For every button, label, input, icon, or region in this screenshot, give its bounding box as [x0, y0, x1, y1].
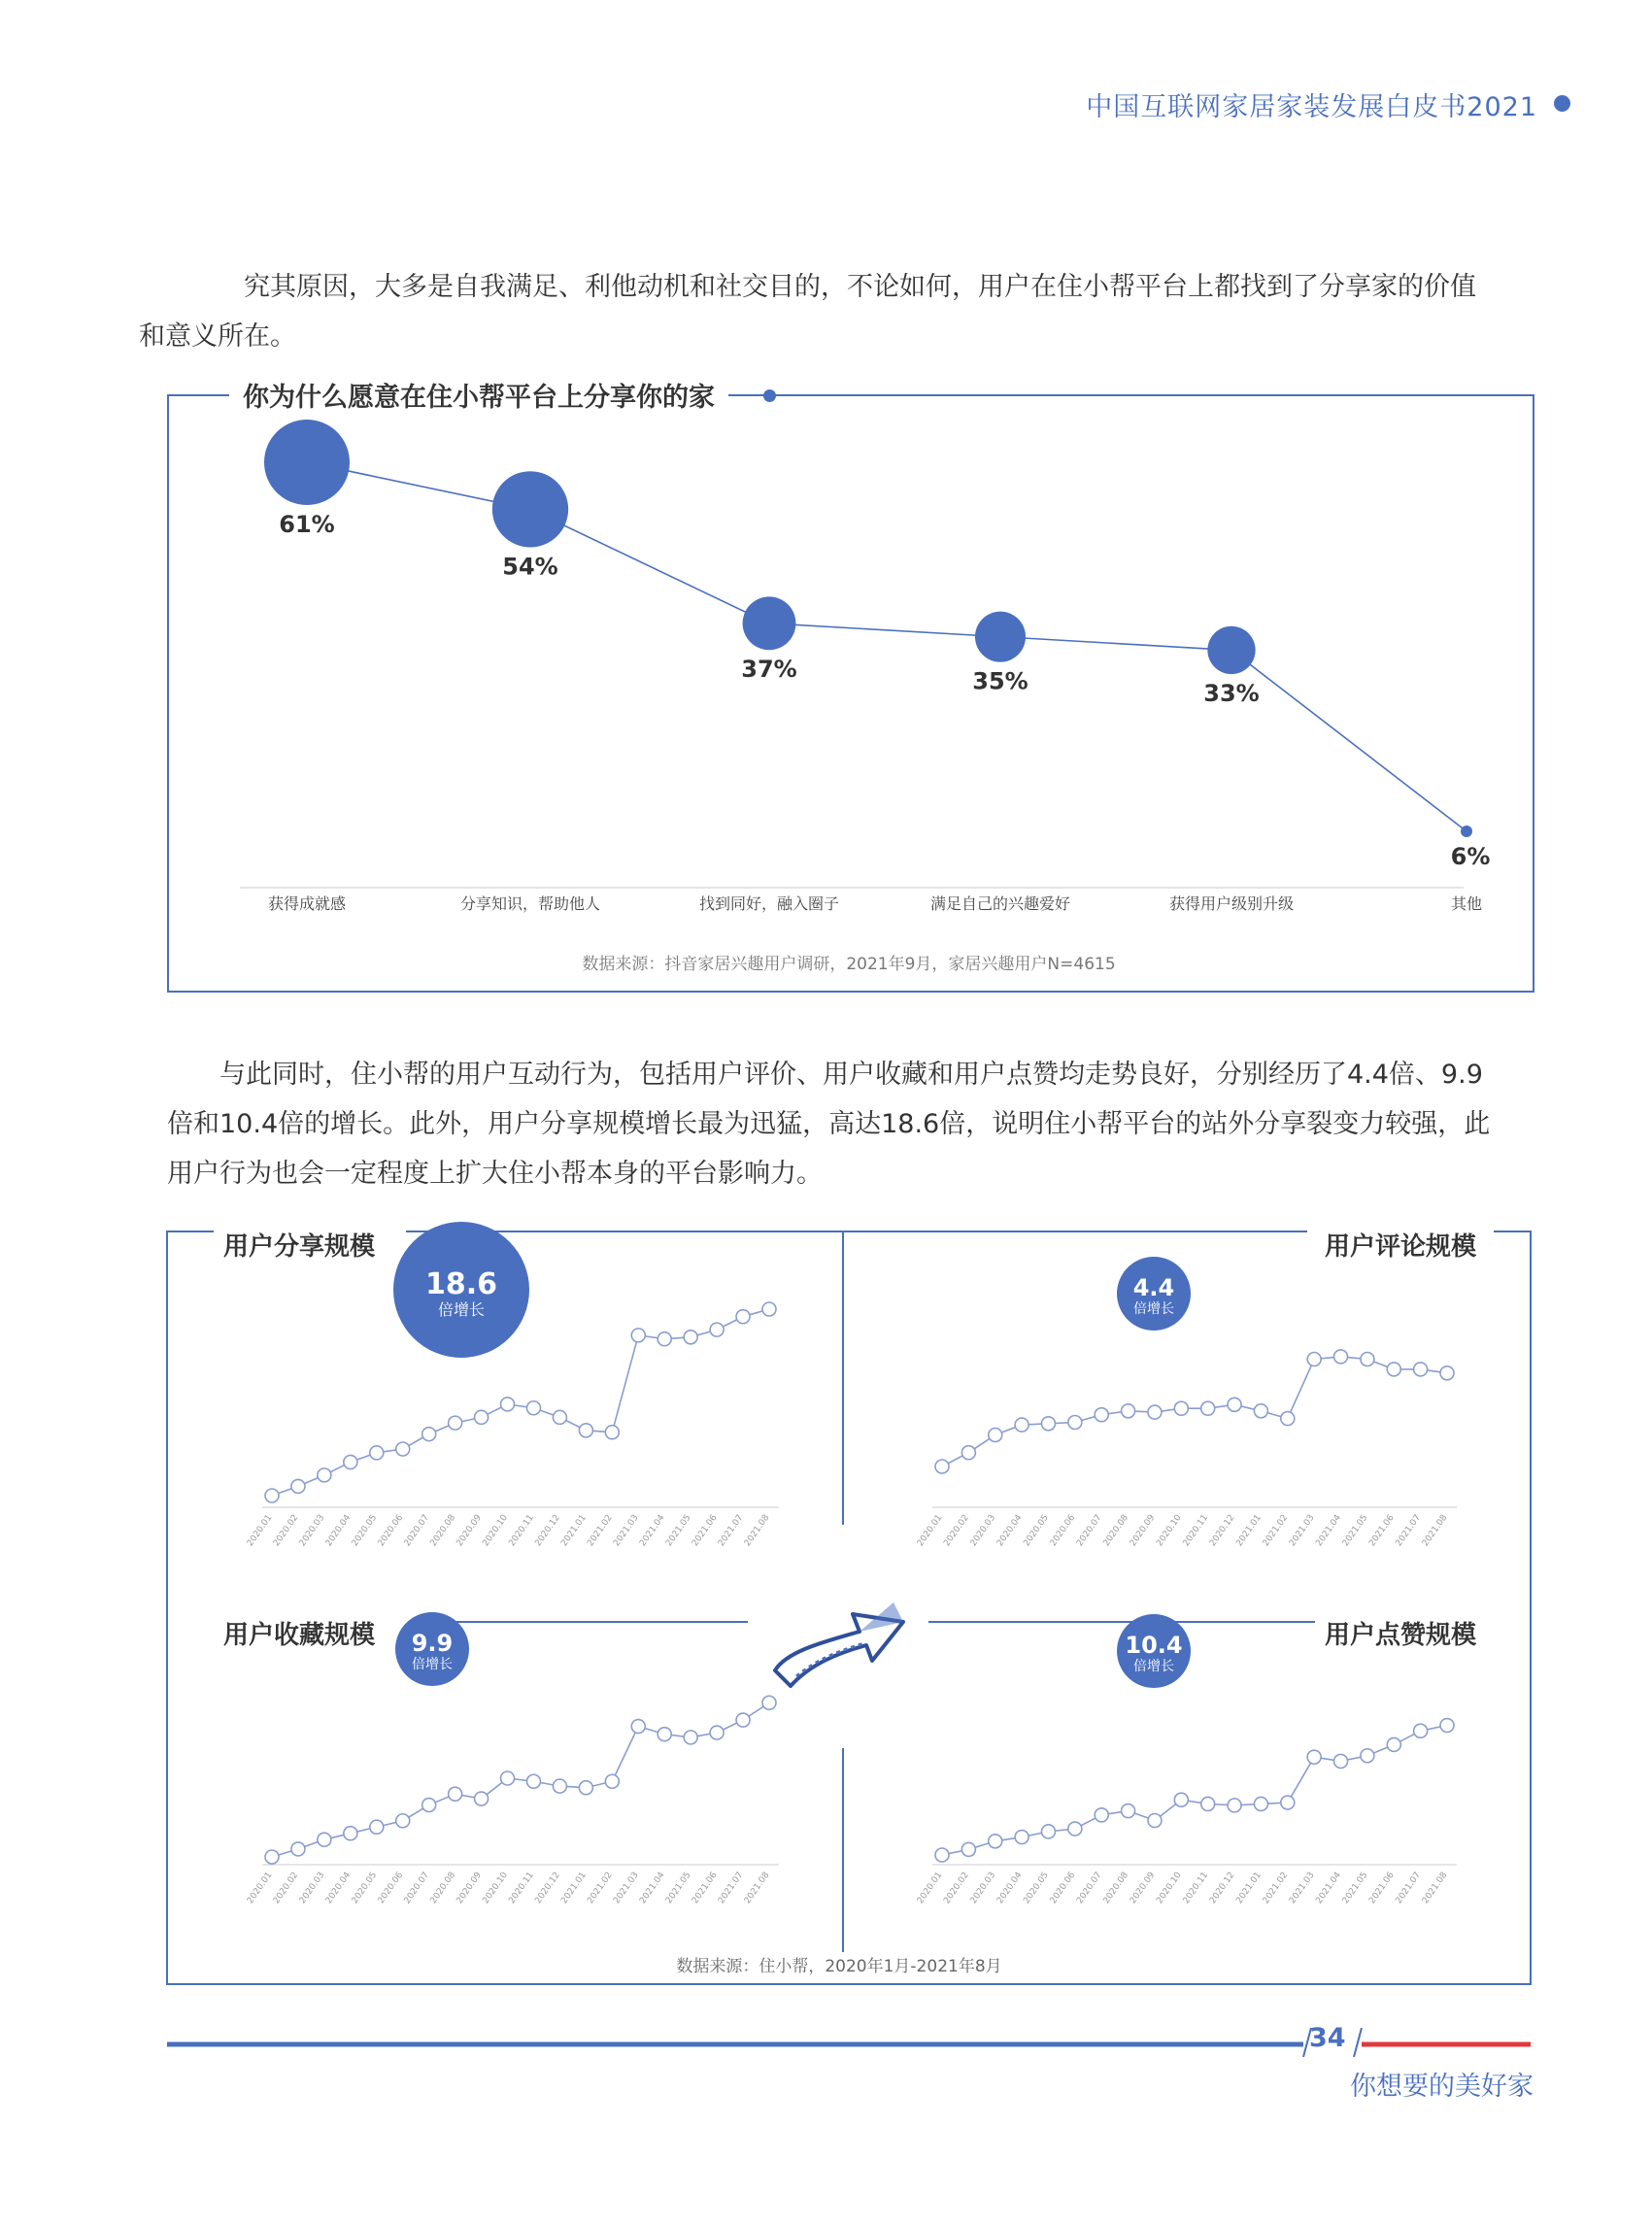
panel-1-point-9: [1174, 1401, 1188, 1415]
panel-0-tick-9: 2020.10: [481, 1512, 510, 1549]
panel-series-line-1: [942, 1357, 1447, 1466]
panel-1-point-17: [1387, 1363, 1400, 1376]
panel-3-tick-11: 2020.12: [1207, 1870, 1237, 1906]
growth-badge-value-3: 10.4: [1125, 1632, 1183, 1659]
panel-1-point-18: [1414, 1363, 1428, 1376]
panel-3-tick-18: 2021.07: [1394, 1870, 1424, 1906]
panel-3-point-2: [989, 1835, 1002, 1848]
panel-1-point-8: [1148, 1405, 1162, 1419]
panel-1-tick-7: 2020.08: [1101, 1512, 1131, 1549]
chart1-category-label-2: 找到同好，融入圈子: [698, 894, 840, 913]
panel-2-tick-17: 2021.06: [691, 1870, 720, 1906]
panel-1-point-5: [1068, 1416, 1082, 1430]
chart1-category-label-3: 满足自己的兴趣爱好: [929, 894, 1071, 913]
chart1-bubble-4: [1207, 626, 1255, 674]
page-number: 34: [1309, 2023, 1346, 2053]
panel-0-point-2: [318, 1468, 331, 1482]
panel-3-tick-6: 2020.07: [1075, 1870, 1104, 1906]
chart1-category-label-0: 获得成就感: [267, 894, 347, 913]
panel-0-point-1: [291, 1479, 305, 1493]
panel-0-tick-1: 2020.02: [271, 1512, 301, 1549]
chart2-panel-3: [916, 1614, 1487, 1905]
panel-0-point-6: [422, 1428, 436, 1441]
panel-2-tick-0: 2020.01: [245, 1870, 275, 1906]
panel-0-tick-13: 2021.02: [586, 1512, 615, 1549]
panel-2-point-6: [422, 1799, 436, 1812]
panel-3-tick-15: 2021.04: [1314, 1870, 1343, 1906]
chart1-data-label-3: 35%: [972, 667, 1028, 695]
panel-3-tick-3: 2020.04: [995, 1870, 1025, 1906]
chart1-data-label-0: 61%: [279, 511, 335, 538]
chart1-data-label-4: 33%: [1203, 680, 1260, 708]
panel-3-tick-10: 2020.11: [1181, 1870, 1211, 1906]
panel-1-point-12: [1254, 1404, 1267, 1418]
panel-0-point-19: [762, 1302, 776, 1316]
chart2-panel-0: [214, 1222, 779, 1548]
panel-0-tick-3: 2020.04: [323, 1512, 354, 1549]
panel-3-point-13: [1281, 1796, 1295, 1809]
panel-0-point-13: [605, 1426, 619, 1439]
panel-2-tick-10: 2020.11: [507, 1870, 536, 1906]
chart2-small-multiples: [146, 1204, 1544, 2001]
chart1-category-label-1: 分享知识，帮助他人: [459, 894, 601, 913]
chart1-bubble-2: [743, 596, 796, 650]
chart1-category-label-4: 获得用户级别升级: [1168, 894, 1295, 913]
panel-0-tick-0: 2020.01: [245, 1512, 275, 1549]
panel-0-tick-11: 2020.12: [533, 1512, 562, 1549]
panel-1-tick-18: 2021.07: [1394, 1512, 1424, 1549]
panel-2-point-8: [475, 1792, 489, 1805]
panel-0-tick-6: 2020.07: [402, 1512, 432, 1549]
panel-1-point-10: [1201, 1401, 1215, 1415]
panel-0-point-16: [684, 1331, 697, 1344]
panel-3-tick-13: 2021.02: [1261, 1870, 1291, 1906]
panel-2-point-17: [710, 1726, 724, 1739]
panel-3-point-3: [1015, 1831, 1028, 1844]
panel-0-tick-4: 2020.05: [350, 1512, 380, 1549]
panel-1-tick-9: 2020.10: [1155, 1512, 1184, 1549]
panel-3-tick-5: 2020.06: [1048, 1870, 1078, 1906]
growth-paragraph-line1: 与此同时，住小帮的用户互动行为，包括用户评价、用户收藏和用户点赞均走势良好，分别经历了4.4倍、9.9: [219, 1060, 1483, 1090]
panel-3-tick-14: 2021.03: [1288, 1870, 1317, 1906]
panel-1-point-19: [1440, 1366, 1454, 1380]
panel-1-tick-0: 2020.01: [915, 1512, 945, 1549]
panel-title-0: 用户分享规模: [223, 1232, 376, 1262]
chart1-title: 你为什么愿意在住小帮平台上分享你的家: [229, 376, 728, 414]
chart1-bubble-5: [1461, 826, 1472, 837]
panel-3-tick-17: 2021.06: [1367, 1870, 1397, 1906]
intro-paragraph: [139, 262, 1530, 361]
panel-3-point-12: [1254, 1797, 1267, 1810]
chart1-bubble-3: [975, 612, 1026, 662]
panel-2-tick-13: 2021.02: [586, 1870, 615, 1906]
panel-2-tick-1: 2020.02: [271, 1870, 301, 1906]
panel-2-point-9: [501, 1771, 515, 1785]
panel-0-tick-16: 2021.05: [664, 1512, 693, 1549]
panel-1-point-16: [1361, 1353, 1374, 1366]
panel-3-tick-7: 2020.08: [1101, 1870, 1131, 1906]
panel-1-tick-19: 2021.08: [1420, 1512, 1450, 1549]
panel-3-point-6: [1095, 1808, 1108, 1822]
panel-1-point-14: [1307, 1353, 1321, 1366]
panel-0-tick-2: 2020.03: [297, 1512, 327, 1549]
intro-paragraph-line2: 和意义所在。: [139, 321, 296, 352]
panel-1-tick-14: 2021.03: [1288, 1512, 1317, 1549]
panel-2-tick-9: 2020.10: [481, 1870, 510, 1906]
footer-tagline: 你想要的美好家: [1350, 2072, 1534, 2102]
panel-1-tick-10: 2020.11: [1181, 1512, 1211, 1549]
panel-0-point-15: [657, 1332, 671, 1346]
panel-0-tick-5: 2020.06: [376, 1512, 406, 1549]
panel-2-tick-15: 2021.04: [638, 1870, 667, 1906]
panel-3-point-5: [1068, 1822, 1082, 1836]
panel-0-tick-18: 2021.07: [716, 1512, 746, 1549]
panel-0-tick-14: 2021.03: [612, 1512, 641, 1549]
document-header-title: 中国互联网家居家装发展白皮书2021: [1086, 92, 1537, 122]
panel-3-point-10: [1201, 1797, 1215, 1810]
chart2-panel-2: [214, 1612, 779, 1905]
panel-1-point-6: [1095, 1408, 1108, 1422]
panel-3-point-7: [1122, 1804, 1135, 1818]
panel-0-point-4: [370, 1446, 384, 1460]
growth-badge-label-2: 倍增长: [412, 1657, 453, 1672]
panel-0-point-9: [501, 1398, 515, 1411]
panel-2-point-13: [605, 1774, 619, 1788]
panel-3-point-0: [935, 1848, 949, 1862]
panel-1-point-7: [1122, 1404, 1135, 1418]
panel-0-tick-7: 2020.08: [428, 1512, 458, 1549]
chart1-source: 数据来源：抖音家居兴趣用户调研，2021年9月，家居兴趣用户N=4615: [582, 955, 1116, 974]
panel-0-point-8: [475, 1410, 489, 1424]
panel-2-point-16: [684, 1731, 697, 1744]
panel-2-tick-18: 2021.07: [716, 1870, 746, 1906]
panel-1-tick-15: 2021.04: [1314, 1512, 1343, 1549]
panel-2-point-7: [449, 1787, 462, 1801]
panel-1-tick-5: 2020.06: [1048, 1512, 1078, 1549]
panel-0-point-18: [736, 1310, 750, 1324]
panel-2-tick-5: 2020.06: [376, 1870, 406, 1906]
panel-2-point-14: [631, 1720, 645, 1734]
growth-badge-label-3: 倍增长: [1133, 1659, 1174, 1674]
panel-0-tick-12: 2021.01: [559, 1512, 589, 1549]
chart1-data-label-1: 54%: [502, 553, 558, 581]
panel-0-tick-17: 2021.06: [691, 1512, 720, 1549]
panel-1-tick-6: 2020.07: [1075, 1512, 1104, 1549]
panel-1-point-3: [1015, 1418, 1028, 1432]
panel-3-tick-19: 2021.08: [1420, 1870, 1450, 1906]
panel-1-point-0: [935, 1460, 949, 1473]
chart2-dividers: [447, 1231, 1323, 1952]
growth-badge-value-0: 18.6: [424, 1267, 498, 1301]
panel-2-tick-2: 2020.03: [297, 1870, 327, 1906]
panel-3-point-18: [1414, 1724, 1428, 1737]
panel-1-point-2: [989, 1429, 1002, 1442]
panel-1-tick-17: 2021.06: [1367, 1512, 1397, 1549]
panel-3-point-4: [1041, 1825, 1055, 1838]
panel-3-point-11: [1228, 1799, 1241, 1812]
panel-2-tick-8: 2020.09: [455, 1870, 485, 1906]
panel-0-point-14: [631, 1329, 645, 1342]
panel-0-tick-8: 2020.09: [455, 1512, 485, 1549]
growth-paragraph: [167, 1050, 1530, 1198]
growth-badge-value-1: 4.4: [1132, 1274, 1175, 1301]
panel-2-point-3: [344, 1827, 357, 1840]
panel-2-tick-6: 2020.07: [402, 1870, 432, 1906]
chart2-source: 数据来源：住小帮，2020年1月-2021年8月: [676, 1957, 1002, 1976]
panel-1-tick-8: 2020.09: [1128, 1512, 1158, 1549]
panel-2-point-5: [396, 1814, 410, 1828]
panel-title-1: 用户评论规模: [1324, 1232, 1476, 1262]
panel-2-tick-3: 2020.04: [323, 1870, 354, 1906]
panel-0-point-0: [265, 1489, 279, 1502]
panel-1-tick-2: 2020.03: [968, 1512, 998, 1549]
panel-3-tick-8: 2020.09: [1128, 1870, 1158, 1906]
panel-2-point-4: [370, 1820, 384, 1834]
panel-2-tick-14: 2021.03: [612, 1870, 641, 1906]
panel-2-point-10: [526, 1774, 540, 1788]
chart2-panel-1: [916, 1230, 1487, 1548]
panel-0-point-12: [579, 1424, 592, 1437]
growth-badge-label-1: 倍增长: [1133, 1301, 1174, 1317]
panel-0-point-7: [449, 1416, 462, 1430]
panel-3-point-19: [1440, 1719, 1454, 1733]
panel-0-point-10: [526, 1401, 540, 1415]
header-dot-icon: [1554, 95, 1570, 112]
panel-3-point-17: [1387, 1737, 1400, 1751]
panel-0-point-17: [710, 1323, 724, 1336]
panel-3-tick-16: 2021.05: [1340, 1870, 1370, 1906]
panel-0-point-5: [396, 1442, 410, 1456]
growth-paragraph-line3: 用户行为也会一定程度上扩大住小帮本身的平台影响力。: [167, 1159, 823, 1189]
chart1-data-label-5: 6%: [1450, 843, 1491, 870]
panel-3-tick-12: 2021.01: [1234, 1870, 1264, 1906]
panel-3-tick-2: 2020.03: [968, 1870, 998, 1906]
panel-0-point-3: [344, 1455, 357, 1468]
panel-1-tick-3: 2020.04: [995, 1512, 1025, 1549]
panel-2-point-2: [318, 1833, 331, 1846]
panel-2-tick-12: 2021.01: [559, 1870, 589, 1906]
panel-1-point-1: [961, 1446, 975, 1460]
growth-badge-label-0: 倍增长: [437, 1300, 486, 1319]
panel-1-tick-12: 2021.01: [1234, 1512, 1264, 1549]
panel-2-point-19: [762, 1696, 776, 1709]
panel-1-tick-1: 2020.02: [942, 1512, 971, 1549]
panel-2-tick-4: 2020.05: [350, 1870, 380, 1906]
chart1-bubble-line-chart: [167, 394, 1531, 989]
panel-2-point-18: [736, 1713, 750, 1727]
growth-badge-value-2: 9.9: [411, 1630, 454, 1657]
panel-1-tick-13: 2021.02: [1261, 1512, 1291, 1549]
chart1-series-line: [307, 462, 1467, 831]
panel-3-point-16: [1361, 1749, 1374, 1763]
growth-arrow-icon: [775, 1602, 903, 1686]
intro-paragraph-line1: 究其原因，大多是自我满足、利他动机和社交目的，不论如何，用户在住小帮平台上都找到了分享家的价值: [244, 272, 1476, 302]
chart1-bubble-1: [492, 471, 568, 547]
panel-3-tick-4: 2020.05: [1022, 1870, 1051, 1906]
panel-3-point-15: [1334, 1754, 1348, 1768]
panel-3-point-9: [1174, 1793, 1188, 1806]
panel-3-tick-9: 2020.10: [1155, 1870, 1184, 1906]
panel-1-point-4: [1041, 1417, 1055, 1431]
panel-0-tick-15: 2021.04: [638, 1512, 667, 1549]
panel-0-point-11: [553, 1410, 566, 1424]
panel-3-point-1: [961, 1842, 975, 1856]
panel-1-point-11: [1228, 1398, 1241, 1411]
panel-2-point-11: [553, 1779, 566, 1793]
panel-2-point-0: [265, 1850, 279, 1864]
panel-title-2: 用户收藏规模: [223, 1621, 376, 1650]
panel-1-point-15: [1334, 1350, 1348, 1364]
panel-2-point-1: [291, 1842, 305, 1856]
chart1-category-label-5: 其他: [1450, 894, 1483, 913]
panel-3-point-8: [1148, 1814, 1162, 1828]
panel-2-tick-19: 2021.08: [742, 1870, 772, 1906]
panel-2-point-12: [579, 1781, 592, 1795]
panel-1-tick-16: 2021.05: [1340, 1512, 1370, 1549]
panel-0-tick-19: 2021.08: [742, 1512, 772, 1549]
panel-0-tick-10: 2020.11: [507, 1512, 536, 1549]
chart1-data-label-2: 37%: [741, 656, 797, 684]
panel-1-tick-11: 2020.12: [1207, 1512, 1237, 1549]
panel-title-3: 用户点赞规模: [1324, 1621, 1476, 1650]
growth-paragraph-line2: 倍和10.4倍的增长。此外，用户分享规模增长最为迅猛，高达18.6倍，说明住小帮平台的站外分享裂变力较强，此: [167, 1109, 1491, 1139]
panel-2-point-15: [657, 1728, 671, 1741]
panel-1-point-13: [1281, 1412, 1295, 1426]
panel-2-tick-11: 2020.12: [533, 1870, 562, 1906]
panel-3-point-14: [1307, 1750, 1321, 1764]
panel-3-tick-1: 2020.02: [942, 1870, 971, 1906]
panel-2-tick-7: 2020.08: [428, 1870, 458, 1906]
panel-2-tick-16: 2021.05: [664, 1870, 693, 1906]
panel-1-tick-4: 2020.05: [1022, 1512, 1051, 1549]
chart1-bubble-0: [264, 420, 350, 505]
panel-3-tick-0: 2020.01: [915, 1870, 945, 1906]
